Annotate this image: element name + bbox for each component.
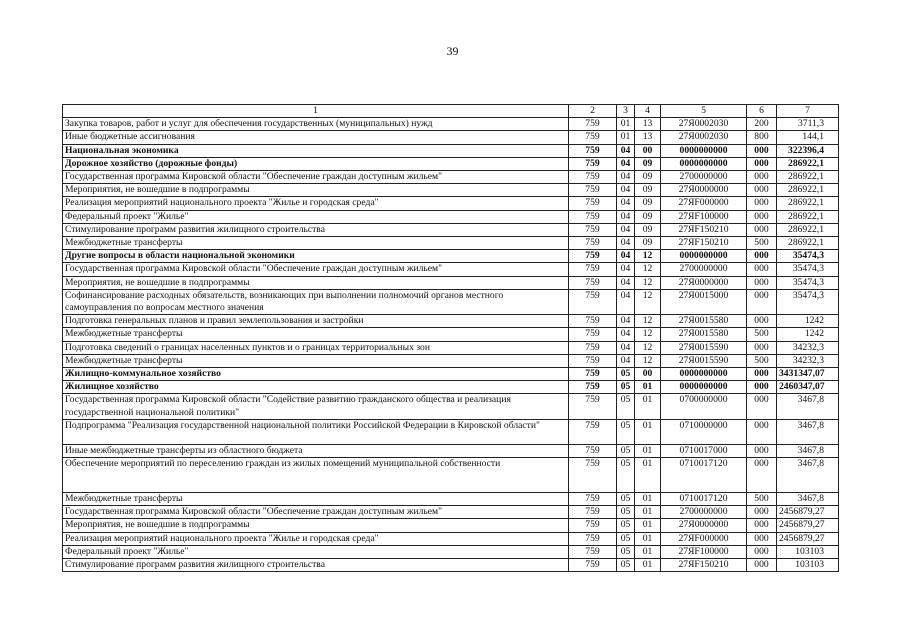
cell-rz: 04 xyxy=(617,289,635,314)
table-row xyxy=(63,545,839,558)
table-row xyxy=(63,519,839,532)
cell-vr: 000 xyxy=(747,250,777,263)
cell-name: Мероприятия, не вошедшие в подпрограммы xyxy=(63,184,569,197)
cell-cs: 2700000000 xyxy=(661,506,747,519)
cell-vr: 000 xyxy=(747,545,777,558)
cell-rz: 05 xyxy=(617,381,635,394)
cell-gr: 759 xyxy=(569,493,617,506)
cell-name: Подготовка генеральных планов и правил землепользования и застройки xyxy=(63,315,569,328)
table-row xyxy=(63,315,839,328)
cell-pr: 00 xyxy=(635,368,661,381)
cell-gr: 759 xyxy=(569,341,617,354)
cell-gr: 759 xyxy=(569,519,617,532)
cell-gr: 759 xyxy=(569,354,617,367)
cell-sum: 286922,1 xyxy=(777,157,839,170)
cell-gr: 759 xyxy=(569,289,617,314)
cell-vr: 800 xyxy=(747,131,777,144)
cell-rz: 04 xyxy=(617,328,635,341)
table-row xyxy=(63,223,839,236)
cell-name: Государственная программа Кировской области "Обеспечение граждан доступным жильем" xyxy=(63,171,569,184)
cell-pr: 00 xyxy=(635,144,661,157)
cell-pr: 01 xyxy=(635,381,661,394)
table-row xyxy=(63,381,839,394)
page-number: 39 xyxy=(446,44,459,58)
cell-sum: 1242 xyxy=(777,315,839,328)
cell-pr: 12 xyxy=(635,328,661,341)
cell-name: Закупка товаров, работ и услуг для обеспечения государственных (муниципальных) нужд xyxy=(63,118,569,131)
cell-sum: 286922,1 xyxy=(777,197,839,210)
cell-name: Жилищное хозяйство xyxy=(63,381,569,394)
cell-rz: 04 xyxy=(617,144,635,157)
cell-name: Иные межбюджетные трансферты из областного бюджета xyxy=(63,444,569,457)
cell-cs: 0710017120 xyxy=(661,493,747,506)
cell-rz: 04 xyxy=(617,341,635,354)
cell-name: Мероприятия, не вошедшие в подпрограммы xyxy=(63,519,569,532)
cell-cs: 27Я0002030 xyxy=(661,118,747,131)
cell-sum: 103103 xyxy=(777,559,839,572)
cell-vr: 200 xyxy=(747,118,777,131)
col-header-3: 3 xyxy=(617,105,635,118)
cell-sum: 144,1 xyxy=(777,131,839,144)
cell-rz: 05 xyxy=(617,519,635,532)
cell-sum: 286922,1 xyxy=(777,223,839,236)
cell-name: Обеспечение мероприятий по переселению граждан из жилых помещений муниципальной собственности xyxy=(63,458,569,493)
cell-sum: 35474,3 xyxy=(777,289,839,314)
cell-sum: 34232,3 xyxy=(777,341,839,354)
cell-gr: 759 xyxy=(569,184,617,197)
cell-name: Федеральный проект "Жилье" xyxy=(63,545,569,558)
cell-sum: 3467,8 xyxy=(777,458,839,493)
cell-gr: 759 xyxy=(569,545,617,558)
cell-vr: 000 xyxy=(747,532,777,545)
cell-cs: 0000000000 xyxy=(661,368,747,381)
cell-pr: 13 xyxy=(635,131,661,144)
table-row xyxy=(63,184,839,197)
table-row xyxy=(63,532,839,545)
cell-gr: 759 xyxy=(569,368,617,381)
cell-cs: 27ЯF150210 xyxy=(661,223,747,236)
cell-pr: 09 xyxy=(635,157,661,170)
cell-gr: 759 xyxy=(569,263,617,276)
cell-name: Мероприятия, не вошедшие в подпрограммы xyxy=(63,276,569,289)
col-header-1: 1 xyxy=(63,105,569,118)
cell-sum: 286922,1 xyxy=(777,210,839,223)
table-row xyxy=(63,419,839,444)
cell-name: Федеральный проект "Жилье" xyxy=(63,210,569,223)
cell-sum: 322396,4 xyxy=(777,144,839,157)
cell-cs: 2700000000 xyxy=(661,171,747,184)
table-row xyxy=(63,118,839,131)
col-header-7: 7 xyxy=(777,105,839,118)
table-row xyxy=(63,157,839,170)
cell-pr: 01 xyxy=(635,545,661,558)
cell-sum: 103103 xyxy=(777,545,839,558)
cell-rz: 04 xyxy=(617,210,635,223)
cell-name: Государственная программа Кировской области "Обеспечение граждан доступным жильем" xyxy=(63,263,569,276)
cell-gr: 759 xyxy=(569,506,617,519)
table-row xyxy=(63,341,839,354)
cell-rz: 04 xyxy=(617,354,635,367)
cell-name: Подпрограмма "Реализация государственной национальной политики Российской Федерации в Кировской области" xyxy=(63,419,569,444)
cell-vr: 000 xyxy=(747,444,777,457)
cell-pr: 09 xyxy=(635,223,661,236)
cell-vr: 500 xyxy=(747,493,777,506)
cell-rz: 04 xyxy=(617,157,635,170)
cell-pr: 01 xyxy=(635,559,661,572)
cell-vr: 500 xyxy=(747,354,777,367)
col-header-4: 4 xyxy=(635,105,661,118)
cell-vr: 000 xyxy=(747,394,777,419)
cell-name: Реализация мероприятий национального проекта "Жилье и городская среда" xyxy=(63,197,569,210)
cell-cs: 27Я0015590 xyxy=(661,354,747,367)
cell-rz: 05 xyxy=(617,493,635,506)
cell-sum: 35474,3 xyxy=(777,276,839,289)
cell-cs: 0000000000 xyxy=(661,381,747,394)
cell-gr: 759 xyxy=(569,131,617,144)
cell-rz: 05 xyxy=(617,368,635,381)
cell-vr: 000 xyxy=(747,184,777,197)
cell-vr: 500 xyxy=(747,328,777,341)
cell-name: Национальная экономика xyxy=(63,144,569,157)
cell-cs: 27ЯF000000 xyxy=(661,532,747,545)
cell-pr: 12 xyxy=(635,263,661,276)
cell-sum: 286922,1 xyxy=(777,237,839,250)
cell-sum: 3431347,07 xyxy=(777,368,839,381)
cell-cs: 27Я0002030 xyxy=(661,131,747,144)
cell-pr: 01 xyxy=(635,506,661,519)
cell-cs: 0710000000 xyxy=(661,419,747,444)
cell-gr: 759 xyxy=(569,381,617,394)
cell-pr: 01 xyxy=(635,519,661,532)
table-row xyxy=(63,559,839,572)
cell-sum: 34232,3 xyxy=(777,354,839,367)
cell-vr: 000 xyxy=(747,506,777,519)
cell-rz: 05 xyxy=(617,506,635,519)
cell-rz: 04 xyxy=(617,237,635,250)
table-row xyxy=(63,328,839,341)
cell-gr: 759 xyxy=(569,197,617,210)
cell-pr: 09 xyxy=(635,210,661,223)
cell-gr: 759 xyxy=(569,458,617,493)
cell-vr: 000 xyxy=(747,458,777,493)
table-row xyxy=(63,237,839,250)
cell-rz: 05 xyxy=(617,559,635,572)
table-row xyxy=(63,444,839,457)
cell-pr: 01 xyxy=(635,493,661,506)
cell-sum: 1242 xyxy=(777,328,839,341)
cell-cs: 0700000000 xyxy=(661,394,747,419)
cell-sum: 2456879,27 xyxy=(777,519,839,532)
table-row xyxy=(63,458,839,493)
cell-cs: 0000000000 xyxy=(661,157,747,170)
cell-gr: 759 xyxy=(569,144,617,157)
cell-gr: 759 xyxy=(569,171,617,184)
cell-pr: 09 xyxy=(635,237,661,250)
cell-name: Дорожное хозяйство (дорожные фонды) xyxy=(63,157,569,170)
cell-name: Иные бюджетные ассигнования xyxy=(63,131,569,144)
cell-sum: 2460347,07 xyxy=(777,381,839,394)
cell-cs: 0710017120 xyxy=(661,458,747,493)
cell-pr: 12 xyxy=(635,250,661,263)
cell-cs: 27Я0000000 xyxy=(661,519,747,532)
cell-vr: 000 xyxy=(747,519,777,532)
cell-vr: 000 xyxy=(747,171,777,184)
cell-cs: 27ЯF100000 xyxy=(661,210,747,223)
cell-name: Межбюджетные трансферты xyxy=(63,328,569,341)
cell-cs: 27Я0015580 xyxy=(661,315,747,328)
cell-pr: 01 xyxy=(635,458,661,493)
cell-pr: 12 xyxy=(635,289,661,314)
table-row xyxy=(63,289,839,314)
cell-cs: 27Я0015000 xyxy=(661,289,747,314)
cell-cs: 27ЯF150210 xyxy=(661,237,747,250)
cell-rz: 01 xyxy=(617,118,635,131)
cell-sum: 35474,3 xyxy=(777,263,839,276)
cell-vr: 000 xyxy=(747,210,777,223)
cell-vr: 000 xyxy=(747,368,777,381)
cell-pr: 12 xyxy=(635,276,661,289)
cell-pr: 09 xyxy=(635,197,661,210)
table-row xyxy=(63,394,839,419)
cell-rz: 04 xyxy=(617,171,635,184)
cell-name: Софинансирование расходных обязательств, возникающих при выполнении полномочий органов местного самоуправления по вопросам местного значения xyxy=(63,289,569,314)
cell-rz: 05 xyxy=(617,444,635,457)
cell-sum: 286922,1 xyxy=(777,184,839,197)
cell-name: Межбюджетные трансферты xyxy=(63,354,569,367)
cell-vr: 000 xyxy=(747,223,777,236)
cell-vr: 000 xyxy=(747,381,777,394)
cell-vr: 000 xyxy=(747,341,777,354)
cell-name: Государственная программа Кировской области "Содействие развитию гражданского общества и реализация государственной национальной политики" xyxy=(63,394,569,419)
table-row xyxy=(63,354,839,367)
cell-rz: 04 xyxy=(617,276,635,289)
cell-rz: 04 xyxy=(617,315,635,328)
cell-cs: 27ЯF150210 xyxy=(661,559,747,572)
cell-gr: 759 xyxy=(569,328,617,341)
cell-sum: 3467,8 xyxy=(777,419,839,444)
cell-pr: 09 xyxy=(635,184,661,197)
cell-gr: 759 xyxy=(569,394,617,419)
cell-gr: 759 xyxy=(569,237,617,250)
cell-cs: 2700000000 xyxy=(661,263,747,276)
col-header-2: 2 xyxy=(569,105,617,118)
table-row xyxy=(63,197,839,210)
col-header-5: 5 xyxy=(661,105,747,118)
cell-cs: 0710017000 xyxy=(661,444,747,457)
cell-name: Межбюджетные трансферты xyxy=(63,237,569,250)
col-header-6: 6 xyxy=(747,105,777,118)
cell-pr: 01 xyxy=(635,394,661,419)
cell-gr: 759 xyxy=(569,223,617,236)
cell-sum: 3467,8 xyxy=(777,493,839,506)
table-row xyxy=(63,368,839,381)
cell-vr: 000 xyxy=(747,144,777,157)
cell-pr: 09 xyxy=(635,171,661,184)
cell-pr: 12 xyxy=(635,315,661,328)
cell-vr: 000 xyxy=(747,263,777,276)
cell-gr: 759 xyxy=(569,444,617,457)
cell-pr: 01 xyxy=(635,532,661,545)
cell-name: Другие вопросы в области национальной экономики xyxy=(63,250,569,263)
cell-sum: 2456879,27 xyxy=(777,532,839,545)
cell-pr: 01 xyxy=(635,419,661,444)
table-row xyxy=(63,144,839,157)
cell-pr: 13 xyxy=(635,118,661,131)
cell-cs: 27Я0015580 xyxy=(661,328,747,341)
cell-cs: 27Я0015590 xyxy=(661,341,747,354)
table-row xyxy=(63,506,839,519)
table-row xyxy=(63,276,839,289)
cell-gr: 759 xyxy=(569,157,617,170)
cell-gr: 759 xyxy=(569,559,617,572)
header-row xyxy=(63,105,839,118)
table-row xyxy=(63,250,839,263)
cell-rz: 04 xyxy=(617,263,635,276)
cell-vr: 000 xyxy=(747,419,777,444)
cell-name: Стимулирование программ развития жилищного строительства xyxy=(63,559,569,572)
cell-sum: 3467,8 xyxy=(777,444,839,457)
cell-gr: 759 xyxy=(569,315,617,328)
cell-rz: 04 xyxy=(617,223,635,236)
cell-rz: 05 xyxy=(617,394,635,419)
cell-rz: 05 xyxy=(617,419,635,444)
cell-name: Реализация мероприятий национального проекта "Жилье и городская среда" xyxy=(63,532,569,545)
cell-rz: 04 xyxy=(617,197,635,210)
cell-pr: 01 xyxy=(635,444,661,457)
cell-gr: 759 xyxy=(569,250,617,263)
cell-name: Подготовка сведений о границах населенных пунктов и о границах территориальных зон xyxy=(63,341,569,354)
cell-pr: 12 xyxy=(635,341,661,354)
cell-cs: 27Я0000000 xyxy=(661,276,747,289)
cell-sum: 35474,3 xyxy=(777,250,839,263)
cell-sum: 286922,1 xyxy=(777,171,839,184)
cell-gr: 759 xyxy=(569,419,617,444)
cell-sum: 3467,8 xyxy=(777,394,839,419)
cell-sum: 3711,3 xyxy=(777,118,839,131)
cell-pr: 12 xyxy=(635,354,661,367)
table-row xyxy=(63,131,839,144)
cell-gr: 759 xyxy=(569,118,617,131)
cell-gr: 759 xyxy=(569,532,617,545)
cell-rz: 05 xyxy=(617,545,635,558)
cell-rz: 05 xyxy=(617,532,635,545)
cell-vr: 000 xyxy=(747,157,777,170)
cell-rz: 04 xyxy=(617,250,635,263)
cell-rz: 01 xyxy=(617,131,635,144)
cell-vr: 000 xyxy=(747,315,777,328)
table-row xyxy=(63,263,839,276)
cell-name: Стимулирование программ развития жилищного строительства xyxy=(63,223,569,236)
table-row xyxy=(63,210,839,223)
cell-gr: 759 xyxy=(569,210,617,223)
cell-vr: 000 xyxy=(747,276,777,289)
cell-rz: 04 xyxy=(617,184,635,197)
cell-gr: 759 xyxy=(569,276,617,289)
table-row xyxy=(63,493,839,506)
cell-name: Жилищно-коммунальное хозяйство xyxy=(63,368,569,381)
cell-cs: 27ЯF000000 xyxy=(661,197,747,210)
cell-vr: 000 xyxy=(747,559,777,572)
cell-rz: 05 xyxy=(617,458,635,493)
cell-cs: 0000000000 xyxy=(661,144,747,157)
cell-cs: 27Я0000000 xyxy=(661,184,747,197)
cell-name: Государственная программа Кировской области "Обеспечение граждан доступным жильем" xyxy=(63,506,569,519)
cell-name: Межбюджетные трансферты xyxy=(63,493,569,506)
cell-sum: 2456879,27 xyxy=(777,506,839,519)
budget-table xyxy=(62,104,839,572)
table-row xyxy=(63,171,839,184)
cell-vr: 000 xyxy=(747,197,777,210)
cell-vr: 500 xyxy=(747,237,777,250)
cell-cs: 0000000000 xyxy=(661,250,747,263)
cell-cs: 27ЯF100000 xyxy=(661,545,747,558)
cell-vr: 000 xyxy=(747,289,777,314)
